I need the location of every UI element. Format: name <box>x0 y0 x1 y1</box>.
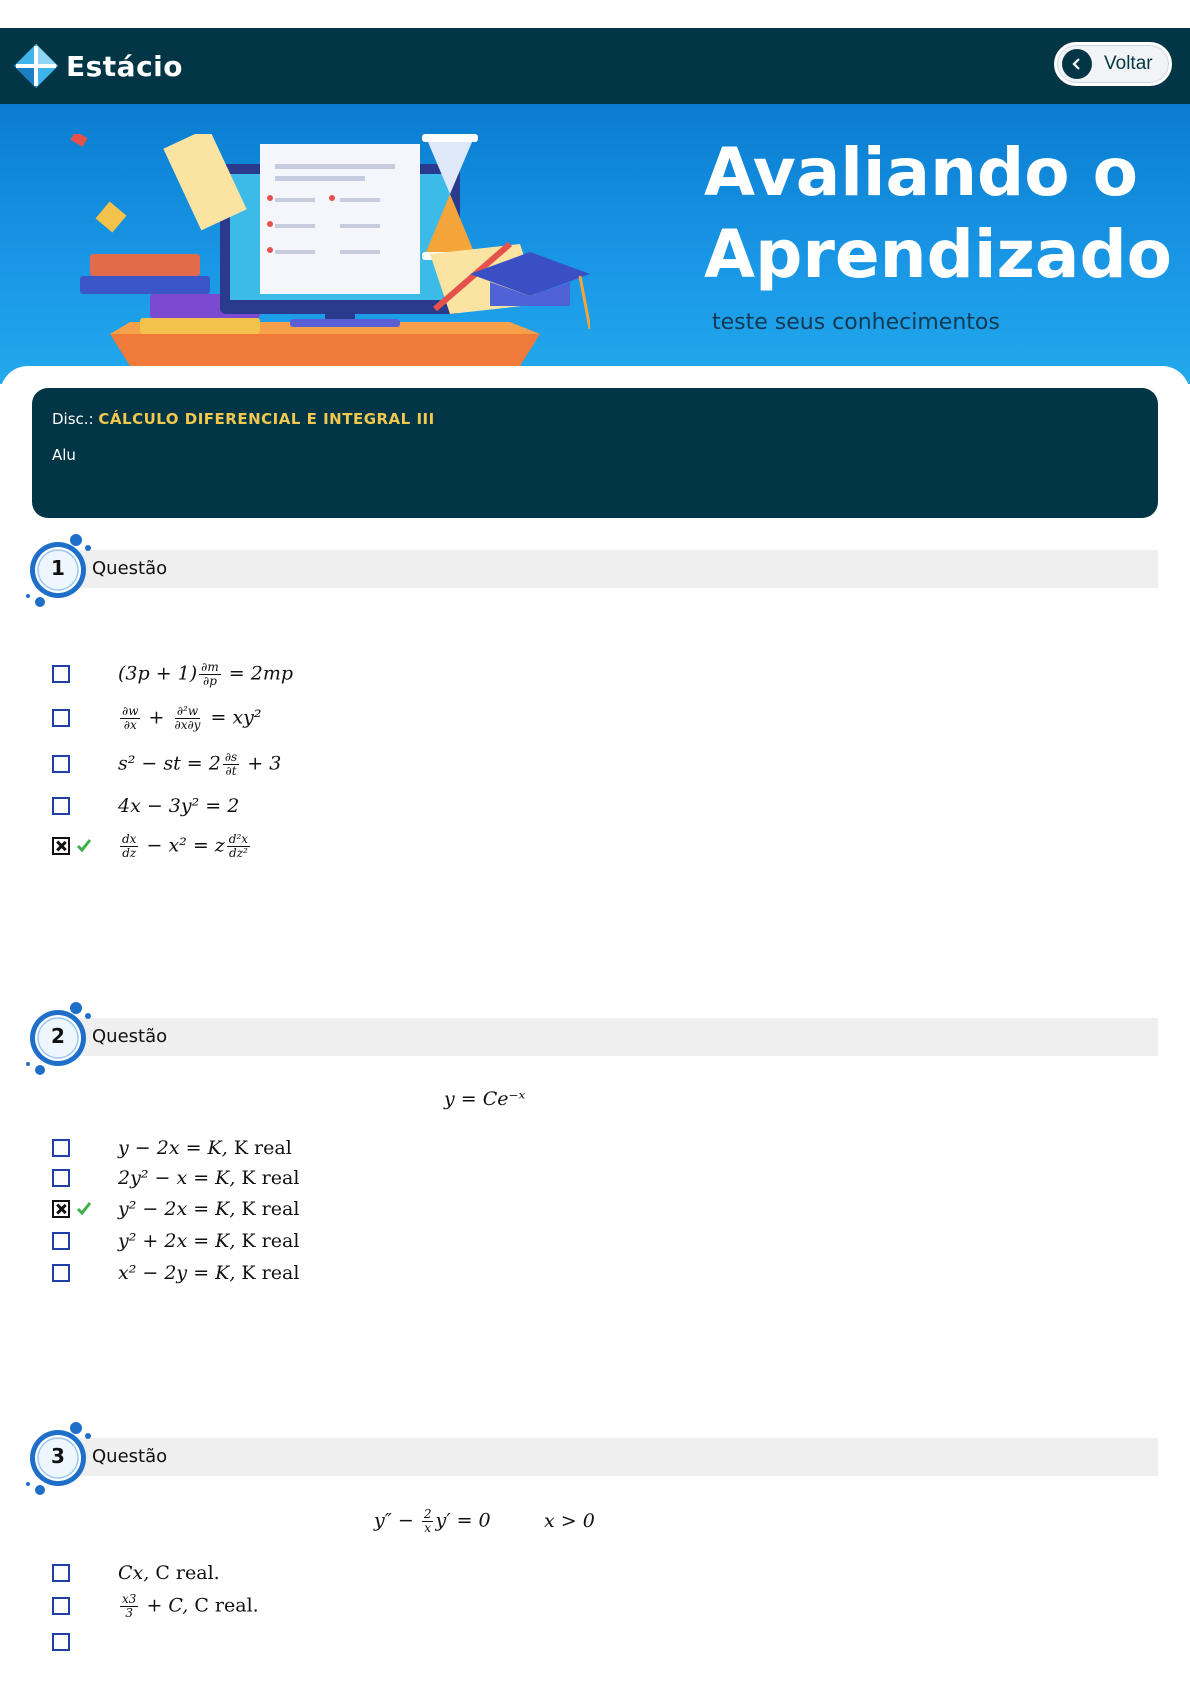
option-expression: 2y² − x = K, K real <box>118 1167 300 1189</box>
question-1-option-3[interactable] <box>52 749 282 778</box>
option-expression: 4x − 3y² = 2 <box>118 795 240 817</box>
question-3-header <box>24 1418 1158 1498</box>
option-checkbox[interactable] <box>52 709 70 727</box>
estacio-logo-icon <box>12 42 60 90</box>
option-checkbox[interactable] <box>52 665 70 683</box>
discipline-prefix: Disc.: <box>52 410 94 428</box>
option-expression: y − 2x = K, K real <box>118 1137 292 1159</box>
question-2-option-4[interactable] <box>52 1227 300 1255</box>
option-checkbox[interactable] <box>52 1564 70 1582</box>
question-2-option-3[interactable] <box>52 1195 300 1223</box>
correct-check-icon <box>76 1200 92 1216</box>
banner-subtitle: teste seus conhecimentos <box>712 310 1000 335</box>
option-checkbox-checked[interactable] <box>52 1200 70 1218</box>
option-checkbox-checked[interactable] <box>52 837 70 855</box>
question-2-option-5[interactable] <box>52 1259 300 1287</box>
chevron-left-icon <box>1062 49 1092 79</box>
question-header-bar <box>80 550 1158 588</box>
discipline-name: CÁLCULO DIFERENCIAL E INTEGRAL III <box>98 410 435 428</box>
back-button-label: Voltar <box>1104 53 1153 74</box>
question-1-option-5[interactable] <box>52 831 249 860</box>
question-header-bar <box>80 1018 1158 1056</box>
back-button[interactable] <box>1054 42 1172 86</box>
question-3-option-2[interactable] <box>52 1591 259 1620</box>
exam-illustration <box>70 134 590 374</box>
question-1-option-2[interactable] <box>52 703 262 732</box>
question-2-option-1[interactable] <box>52 1134 292 1162</box>
question-label: Questão <box>92 1446 168 1467</box>
option-expression: y² − 2x = K, K real <box>118 1198 300 1220</box>
student-label: Alu <box>52 446 76 464</box>
option-expression: Cx, C real. <box>118 1562 220 1584</box>
option-checkbox[interactable] <box>52 1139 70 1157</box>
option-checkbox[interactable] <box>52 755 70 773</box>
option-checkbox[interactable] <box>52 1597 70 1615</box>
banner <box>0 104 1190 384</box>
question-1-header <box>24 530 1158 610</box>
question-3-option-3[interactable] <box>52 1628 70 1656</box>
question-2-header <box>24 998 1158 1078</box>
option-checkbox[interactable] <box>52 1169 70 1187</box>
option-checkbox[interactable] <box>52 1232 70 1250</box>
question-header-bar <box>80 1438 1158 1476</box>
question-number: 3 <box>51 1444 65 1468</box>
option-expression: $\frac{\partial w}{\partial x}$ + $\frac{\text{∂²w}}{\partial x\partial y}$ = xy² <box>122 703 262 732</box>
option-expression: $\frac{x3}{3}$ + C, C real. <box>122 1591 259 1620</box>
estacio-logo <box>12 41 183 91</box>
option-expression: s² − st = 2 $\frac{\partial s}{\partial t}$ + 3 <box>118 749 282 778</box>
option-expression: (3p + 1) $\frac{\partial m}{\partial p}$ = 2mp <box>118 659 294 688</box>
banner-title-line2: Aprendizado <box>704 216 1173 293</box>
question-2-option-2[interactable] <box>52 1164 300 1192</box>
option-expression: $\frac{dx}{dz}$ − x² = z $\frac{\text{d²x}}{\text{dz²}}$ <box>122 831 249 860</box>
question-number: 1 <box>51 556 65 580</box>
discipline-line <box>52 410 435 428</box>
question-number: 2 <box>51 1024 65 1048</box>
top-bar <box>0 28 1190 104</box>
banner-title-line1: Avaliando o <box>704 134 1138 211</box>
option-expression: y² + 2x = K, K real <box>118 1230 300 1252</box>
correct-check-icon <box>76 837 92 853</box>
option-checkbox[interactable] <box>52 797 70 815</box>
banner-title <box>704 132 1172 296</box>
question-3-condition: x > 0 <box>544 1510 595 1532</box>
brand-name: Estácio <box>66 49 184 83</box>
question-3-option-1[interactable] <box>52 1559 220 1587</box>
option-checkbox[interactable] <box>52 1633 70 1651</box>
question-1-option-4[interactable] <box>52 792 240 820</box>
question-1-option-1[interactable] <box>52 659 294 688</box>
question-label: Questão <box>92 1026 168 1047</box>
option-checkbox[interactable] <box>52 1264 70 1282</box>
question-2-statement: y = Ce⁻ˣ <box>444 1088 526 1110</box>
option-expression: x² − 2y = K, K real <box>118 1262 300 1284</box>
question-label: Questão <box>92 558 168 579</box>
discipline-card <box>32 388 1158 518</box>
question-3-statement: y″ − $\frac{2}{x}$ y′ = 0 <box>374 1507 491 1535</box>
